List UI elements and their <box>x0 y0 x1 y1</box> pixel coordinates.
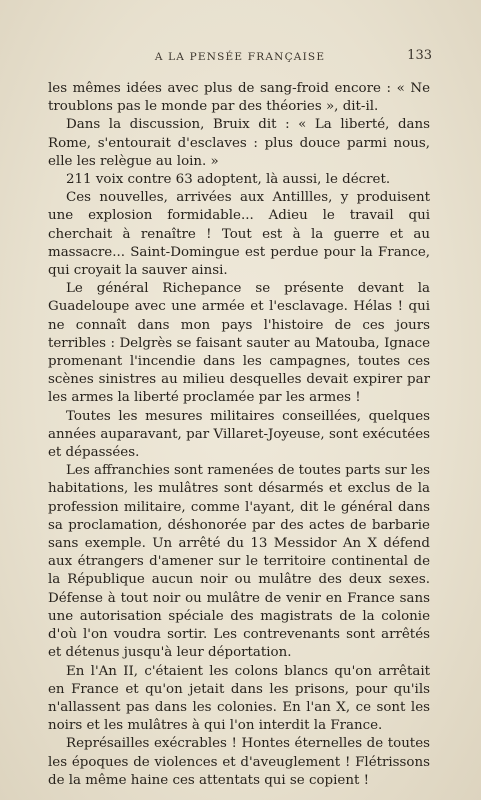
paragraph-1: les mêmes idées avec plus de sang-froid encore : « Ne troublons pas le monde par des théories », dit-il. <box>48 81 430 115</box>
paragraph-2: Dans la discussion, Bruix dit : « La liberté, dans Rome, s'entourait d'esclaves : plus douce parmi nous, elle les relègue au loin. » <box>48 117 430 169</box>
paragraph-7: Les affranchies sont ramenées de toutes parts sur les habitations, les mulâtres sont désarmés et exclus de la profession militaire, comme l'ayant, dit le général dans sa proclamation, déshonorée par des actes de barbarie sans exemple. Un arrêté du 13 Messidor An X défend aux étrangers d'amener sur le territoire continental de la République aucun noir ou mulâtre des deux sexes. Défense à tout noir ou mulâtre de venir en France sans une autorisation spéciale des magistrats de la colonie d'où l'on voudra sortir. Les contrevenants sont arrêtés et détenus jusqu'à leur déportation. <box>48 463 430 661</box>
body-text <box>48 80 430 790</box>
paragraph-9: Représailles exécrables ! Hontes éternelles de toutes les époques de violences et d'aveuglement ! Flétrissons de la même haine ces attentats qui se copient ! <box>48 736 430 788</box>
paragraph-5: Le général Richepance se présente devant la Guadeloupe avec une armée et l'esclavage. Hélas ! qui ne connaît dans mon pays l'histoire de ces jours terribles : Delgrès se faisant sauter au Matouba, Ignace promenant l'incendie dans les campagnes, toutes ces scènes sinistres au milieu desquelles devait expirer par les armes la liberté proclamée par les armes ! <box>48 281 430 406</box>
paragraph-3: 211 voix contre 63 adoptent, là aussi, le décret. <box>66 172 391 188</box>
page-header <box>48 48 432 66</box>
paragraph-8: En l'An II, c'étaient les colons blancs qu'on arrêtait en France et qu'on jetait dans les prisons, pour qu'ils n'allassent pas dans les colonies. En l'an X, ce sont les noirs et les mulâtres à qui l'on interdit la France. <box>48 663 430 734</box>
paragraph-4: Ces nouvelles, arrivées aux Antillles, y produisent une explosion formidable... Adieu le travail qui cherchait à renaître ! Tout est à la guerre et au massacre... Saint-Domingue est perdue pour la France, qui croyait la sauver ainsi. <box>48 190 430 279</box>
running-title: A LA PENSÉE FRANÇAISE <box>154 51 326 63</box>
paragraph-6: Toutes les mesures militaires conseillées, quelques années auparavant, par Villaret-Joyeuse, sont exécutées et dépassées. <box>48 408 430 461</box>
page-number: 133 <box>407 48 432 63</box>
